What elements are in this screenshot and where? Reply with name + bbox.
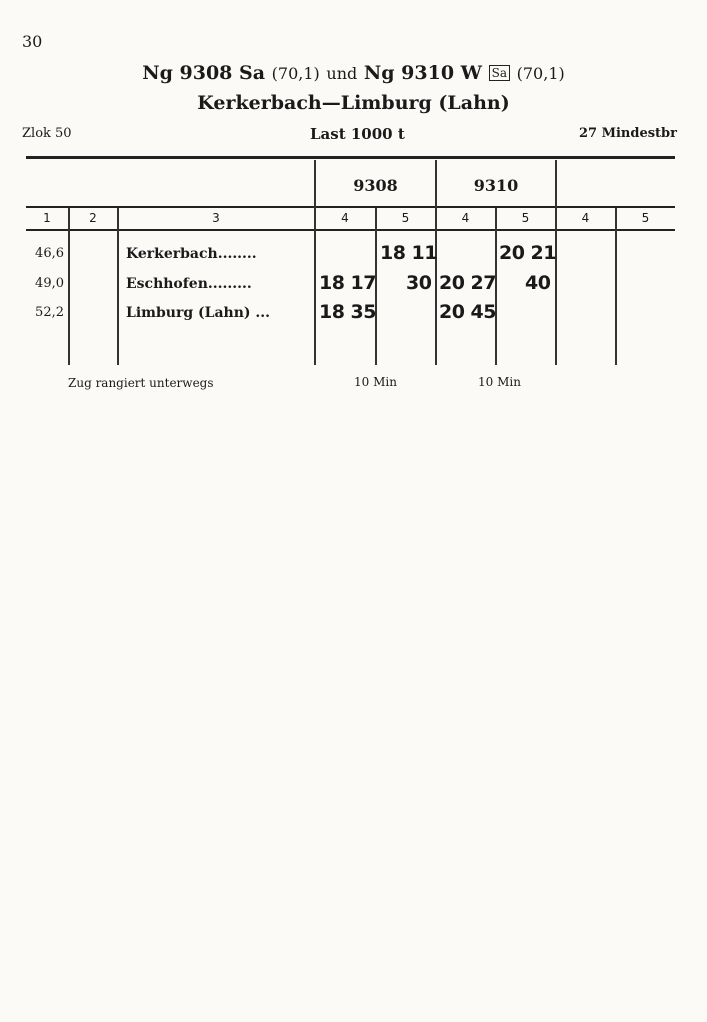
train-9308-arrival: 18 35 — [319, 301, 376, 323]
column-number: 5 — [401, 211, 410, 225]
train-9310-departure: 40 — [525, 272, 551, 294]
station-eschhofen: Eschhofen......... — [126, 276, 252, 292]
train-9308-departure: 18 11 — [380, 242, 437, 264]
train-9310-arrival: 20 45 — [439, 301, 496, 323]
row-km: 46,6 — [35, 246, 64, 261]
route-title: Kerkerbach—Limburg (Lahn) — [197, 92, 510, 114]
column-number: 5 — [521, 211, 530, 225]
title-train-1-class: (70,1) — [271, 64, 320, 83]
title-train-2-class: (70,1) — [516, 64, 565, 83]
locomotive-info: Zlok 50 — [22, 126, 72, 141]
column-divider — [615, 208, 617, 365]
table-top-rule — [26, 156, 675, 159]
column-number: 3 — [212, 211, 220, 225]
page-number: 30 — [22, 32, 43, 51]
train-9308-shunt-time: 10 Min — [354, 375, 397, 389]
load-info: Last 1000 t — [310, 125, 405, 143]
table-colnum-rule — [26, 229, 675, 231]
row-km: 49,0 — [35, 276, 64, 291]
page-title — [0, 62, 707, 84]
table-header-rule — [26, 206, 675, 208]
column-divider — [117, 208, 119, 365]
title-boxed-day: Sa — [489, 65, 510, 81]
station-limburg: Limburg (Lahn) ... — [126, 305, 270, 321]
train-9308-departure: 30 — [406, 272, 432, 294]
train-9308-arrival: 18 17 — [319, 272, 376, 294]
train-9310-arrival: 20 27 — [439, 272, 496, 294]
column-number: 4 — [461, 211, 470, 225]
column-number: 5 — [641, 211, 650, 225]
title-train-1: Ng 9308 Sa — [142, 62, 266, 84]
column-number: 4 — [341, 211, 349, 225]
title-train-2: Ng 9310 W — [363, 62, 482, 84]
shunting-note: Zug rangiert unterwegs — [68, 376, 214, 390]
title-conjunction: und — [326, 64, 358, 83]
column-number: 2 — [89, 211, 97, 225]
train-9310-shunt-time: 10 Min — [478, 375, 521, 389]
column-number: 1 — [43, 211, 51, 225]
station-kerkerbach: Kerkerbach........ — [126, 246, 257, 262]
braking-info: 27 Mindestbr — [578, 126, 677, 141]
column-divider — [68, 208, 70, 365]
train-9310-departure: 20 21 — [499, 242, 556, 264]
train-number-9310: 9310 — [473, 176, 519, 195]
train-number-9308: 9308 — [353, 176, 398, 195]
column-number: 4 — [581, 211, 590, 225]
row-km: 52,2 — [35, 305, 64, 320]
